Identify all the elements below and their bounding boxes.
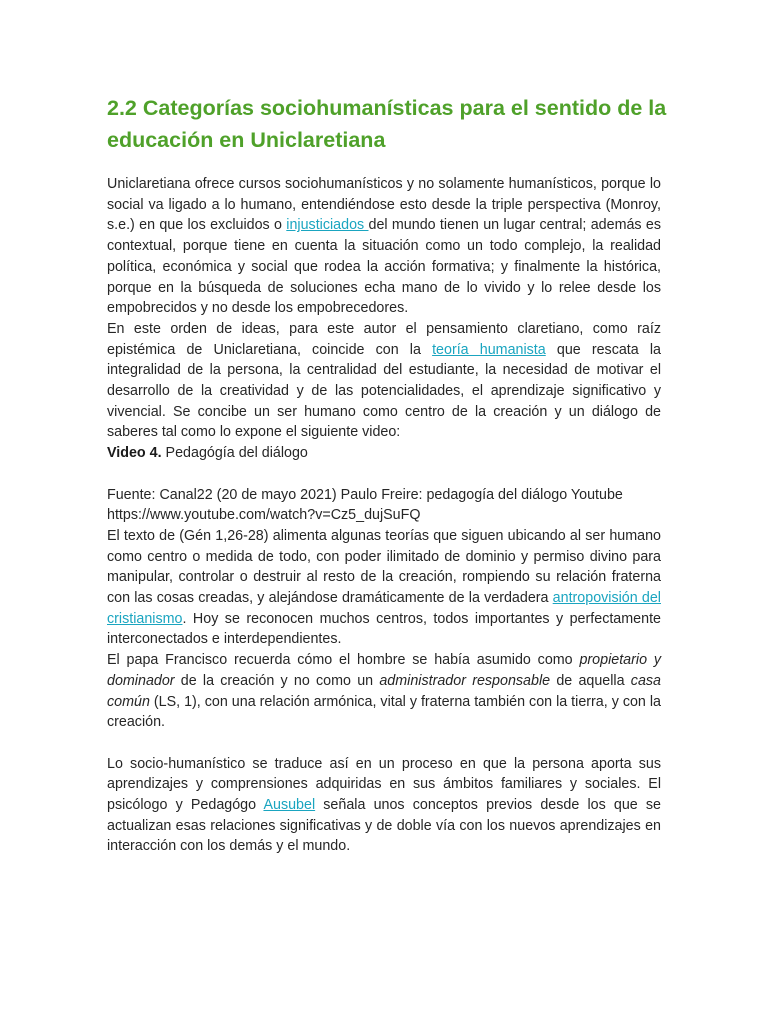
- link-teoria-humanista[interactable]: teoría humanista: [432, 341, 546, 358]
- p2-text-after: que rescata la integralidad de la persona, la centralidad del estudiante, la necesidad de motivar el desarrollo de la creatividad y de las potencialidades, el aprendizaje significativo y vivencial. Se concibe un ser humano como centro de la creación y un diálogo de saberes tal como lo expone el siguiente video:: [107, 341, 661, 441]
- link-ausubel[interactable]: Ausubel: [263, 797, 316, 814]
- p4-italic-2: administrador responsable: [379, 672, 551, 689]
- p4-text-1: El papa Francisco recuerda cómo el hombre se había asumido como: [107, 652, 580, 669]
- p5-text-before: Lo socio-humanístico se traduce así en un proceso en que la persona aporta sus aprendizajes y comprensiones adquiridas en sus ámbitos familiares y sociales. El psicólogo y Pedagógo: [107, 755, 661, 814]
- paragraph-pensamiento-claretiano: [107, 319, 661, 443]
- p3-text-after: . Hoy se reconocen muchos centros, todos importantes y perfectamente interconectados e interdependientes.: [107, 610, 661, 648]
- p1-text-after: del mundo tienen un lugar central; además es contextual, porque tiene en cuenta la situación como un todo complejo, la realidad política, económica y social que rodea la acción formativa; y finalmente la histórica, porque en la búsqueda de soluciones echa mano de lo vivido y lo relee desde los empobrecidos y no desde los empobrecedores.: [107, 217, 661, 317]
- video-placeholder-gap: [107, 464, 661, 485]
- source-line: Fuente: Canal22 (20 de mayo 2021) Paulo Freire: pedagogía del diálogo Youtube: [107, 486, 623, 503]
- video-title: Pedagógía del diálogo: [161, 445, 308, 462]
- paragraph-genesis: [107, 526, 661, 650]
- p4-italic-3: casa común: [107, 672, 661, 710]
- p5-text-after: señala unos conceptos previos desde los que se actualizan esas relaciones significativas y de doble vía con los nuevos aprendizajes en interacción con los demás y el mundo.: [107, 797, 661, 855]
- p4-text-2: de la creación y no como un: [174, 672, 380, 689]
- paragraph-socio-humanistico: [107, 754, 661, 858]
- link-injusticiados[interactable]: injusticiados: [286, 217, 369, 234]
- paragraph-papa-francisco: [107, 650, 661, 733]
- source-citation: [107, 485, 661, 526]
- p3-text-before: El texto de (Gén 1,26-28) alimenta algunas teorías que siguen ubicando al ser humano como centro o medida de todo, con poder ilimitado de dominio y permiso divino para manipular, controlar o destruir al resto de la creación, rompiendo su relación fraterna con las cosas creadas, y alejándose dramáticamente de la verdadera: [107, 527, 661, 607]
- link-antropovision[interactable]: antropovisión del cristianismo: [107, 590, 661, 627]
- source-url: https://www.youtube.com/watch?v=Cz5_dujSuFQ: [107, 507, 421, 524]
- p1-text-before: Uniclaretiana ofrece cursos sociohumanísticos y no solamente humanísticos, porque lo social va ligado a lo humano, entendiéndose esto desde la triple perspectiva (Monroy, s.e.) en que los excluidos o: [107, 176, 661, 234]
- video-caption: [107, 443, 661, 464]
- p4-italic-1: propietario y dominador: [107, 652, 661, 689]
- section-title: 2.2 Categorías sociohumanísticas para el sentido de la educación en Uniclaretiana: [107, 96, 667, 152]
- document-body: [107, 174, 661, 857]
- p4-text-4: (LS, 1), con una relación armónica, vital y fraterna también con la tierra, y con la creación.: [107, 693, 661, 731]
- paragraph-uniclaretiana: [107, 174, 661, 319]
- p2-text-before: En este orden de ideas, para este autor el pensamiento claretiano, como raíz epistémica de Uniclaretiana, coincide con la: [107, 320, 661, 358]
- video-label: Video 4.: [107, 445, 162, 462]
- paragraph-gap: [107, 733, 661, 754]
- p4-text-3: de aquella: [550, 672, 631, 689]
